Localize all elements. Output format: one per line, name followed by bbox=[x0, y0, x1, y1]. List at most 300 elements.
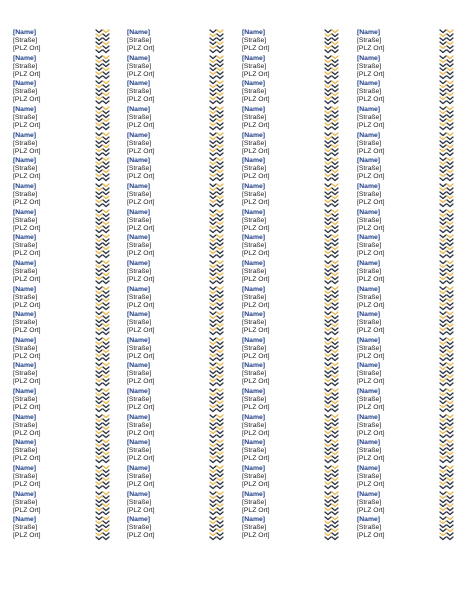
city-placeholder[interactable]: [PLZ Ort] bbox=[13, 45, 41, 52]
name-placeholder[interactable]: [Name] bbox=[13, 234, 37, 242]
street-placeholder[interactable]: [Straße] bbox=[357, 267, 382, 275]
name-placeholder[interactable]: [Name] bbox=[13, 208, 37, 216]
address-label bbox=[357, 259, 455, 285]
city-placeholder[interactable]: [PLZ Ort] bbox=[127, 301, 155, 309]
chevron-wheat-border-icon bbox=[439, 464, 455, 490]
name-placeholder[interactable]: [Name] bbox=[13, 105, 37, 113]
city-placeholder[interactable]: [PLZ Ort] bbox=[127, 352, 155, 360]
street-placeholder[interactable]: [Straße] bbox=[242, 216, 267, 224]
name-placeholder[interactable]: [Name] bbox=[127, 29, 151, 36]
city-placeholder[interactable]: [PLZ Ort] bbox=[127, 429, 155, 437]
name-placeholder[interactable]: [Name] bbox=[13, 80, 37, 88]
name-placeholder[interactable]: [Name] bbox=[13, 388, 37, 396]
name-placeholder[interactable]: [Name] bbox=[242, 182, 266, 190]
city-placeholder[interactable]: [PLZ Ort] bbox=[127, 121, 155, 129]
street-placeholder[interactable]: [Straße] bbox=[127, 242, 152, 250]
city-placeholder[interactable]: [PLZ Ort] bbox=[127, 96, 155, 104]
chevron-wheat-border-icon bbox=[95, 182, 111, 208]
street-placeholder[interactable]: [Straße] bbox=[242, 37, 267, 44]
street-placeholder[interactable]: [Straße] bbox=[13, 344, 38, 352]
street-placeholder[interactable]: [Straße] bbox=[242, 293, 267, 301]
city-placeholder[interactable]: [PLZ Ort] bbox=[357, 173, 385, 181]
city-placeholder[interactable]: [PLZ Ort] bbox=[357, 147, 385, 155]
city-placeholder[interactable]: [PLZ Ort] bbox=[242, 378, 270, 386]
city-placeholder[interactable]: [PLZ Ort] bbox=[357, 327, 385, 335]
name-placeholder[interactable]: [Name] bbox=[242, 490, 266, 498]
city-placeholder[interactable]: [PLZ Ort] bbox=[242, 224, 270, 232]
street-placeholder[interactable]: [Straße] bbox=[13, 319, 38, 327]
street-placeholder[interactable]: [Straße] bbox=[13, 113, 38, 121]
street-placeholder[interactable]: [Straße] bbox=[357, 370, 382, 378]
name-placeholder[interactable]: [Name] bbox=[242, 131, 266, 139]
street-placeholder[interactable]: [Straße] bbox=[357, 447, 382, 455]
name-placeholder[interactable]: [Name] bbox=[242, 157, 266, 165]
city-placeholder[interactable]: [PLZ Ort] bbox=[13, 198, 41, 206]
address-block bbox=[242, 464, 270, 489]
name-placeholder[interactable]: [Name] bbox=[13, 516, 37, 524]
city-placeholder[interactable]: [PLZ Ort] bbox=[127, 224, 155, 232]
street-placeholder[interactable]: [Straße] bbox=[242, 396, 267, 404]
name-placeholder[interactable]: [Name] bbox=[357, 336, 381, 344]
address-label bbox=[357, 233, 455, 259]
name-placeholder[interactable]: [Name] bbox=[13, 259, 37, 267]
name-placeholder[interactable]: [Name] bbox=[242, 362, 266, 370]
address-block bbox=[357, 413, 385, 438]
name-placeholder[interactable]: [Name] bbox=[127, 362, 151, 370]
address-label bbox=[127, 182, 225, 208]
chevron-wheat-border-icon bbox=[439, 54, 455, 80]
street-placeholder[interactable]: [Straße] bbox=[357, 37, 382, 44]
city-placeholder[interactable]: [PLZ Ort] bbox=[13, 506, 41, 514]
address-block bbox=[127, 387, 155, 412]
city-placeholder[interactable]: [PLZ Ort] bbox=[357, 532, 385, 540]
city-placeholder[interactable]: [PLZ Ort] bbox=[242, 455, 270, 463]
name-placeholder[interactable]: [Name] bbox=[127, 131, 151, 139]
name-placeholder[interactable]: [Name] bbox=[127, 439, 151, 447]
name-placeholder[interactable]: [Name] bbox=[357, 234, 381, 242]
city-placeholder[interactable]: [PLZ Ort] bbox=[242, 147, 270, 155]
name-placeholder[interactable]: [Name] bbox=[242, 234, 266, 242]
name-placeholder[interactable]: [Name] bbox=[357, 157, 381, 165]
name-placeholder[interactable]: [Name] bbox=[357, 413, 381, 421]
city-placeholder[interactable]: [PLZ Ort] bbox=[242, 429, 270, 437]
street-placeholder[interactable]: [Straße] bbox=[13, 447, 38, 455]
address-label bbox=[13, 310, 111, 336]
city-placeholder[interactable]: [PLZ Ort] bbox=[242, 352, 270, 360]
city-placeholder[interactable]: [PLZ Ort] bbox=[357, 70, 385, 78]
street-placeholder[interactable]: [Straße] bbox=[127, 447, 152, 455]
name-placeholder[interactable]: [Name] bbox=[242, 439, 266, 447]
name-placeholder[interactable]: [Name] bbox=[13, 131, 37, 139]
city-placeholder[interactable]: [PLZ Ort] bbox=[13, 429, 41, 437]
name-placeholder[interactable]: [Name] bbox=[127, 516, 151, 524]
street-placeholder[interactable]: [Straße] bbox=[242, 447, 267, 455]
name-placeholder[interactable]: [Name] bbox=[13, 465, 37, 473]
address-block bbox=[13, 438, 41, 463]
street-placeholder[interactable]: [Straße] bbox=[13, 293, 38, 301]
city-placeholder[interactable]: [PLZ Ort] bbox=[357, 250, 385, 258]
chevron-wheat-border-icon bbox=[439, 156, 455, 182]
street-placeholder[interactable]: [Straße] bbox=[127, 473, 152, 481]
chevron-wheat-border-icon bbox=[439, 285, 455, 311]
address-label bbox=[357, 182, 455, 208]
name-placeholder[interactable]: [Name] bbox=[127, 80, 151, 88]
street-placeholder[interactable]: [Straße] bbox=[242, 165, 267, 173]
street-placeholder[interactable]: [Straße] bbox=[127, 190, 152, 198]
address-label bbox=[242, 285, 340, 311]
street-placeholder[interactable]: [Straße] bbox=[242, 88, 267, 96]
city-placeholder[interactable]: [PLZ Ort] bbox=[242, 404, 270, 412]
chevron-wheat-border-icon bbox=[95, 464, 111, 490]
street-placeholder[interactable]: [Straße] bbox=[127, 267, 152, 275]
name-placeholder[interactable]: [Name] bbox=[127, 336, 151, 344]
name-placeholder[interactable]: [Name] bbox=[242, 285, 266, 293]
name-placeholder[interactable]: [Name] bbox=[127, 208, 151, 216]
address-block bbox=[13, 131, 41, 156]
city-placeholder[interactable]: [PLZ Ort] bbox=[127, 404, 155, 412]
street-placeholder[interactable]: [Straße] bbox=[13, 216, 38, 224]
chevron-wheat-border-icon bbox=[95, 28, 111, 54]
street-placeholder[interactable]: [Straße] bbox=[357, 139, 382, 147]
city-placeholder[interactable]: [PLZ Ort] bbox=[13, 404, 41, 412]
street-placeholder[interactable]: [Straße] bbox=[242, 62, 267, 70]
city-placeholder[interactable]: [PLZ Ort] bbox=[242, 198, 270, 206]
city-placeholder[interactable]: [PLZ Ort] bbox=[127, 250, 155, 258]
street-placeholder[interactable]: [Straße] bbox=[242, 473, 267, 481]
name-placeholder[interactable]: [Name] bbox=[357, 182, 381, 190]
street-placeholder[interactable]: [Straße] bbox=[13, 267, 38, 275]
address-label bbox=[242, 156, 340, 182]
city-placeholder[interactable]: [PLZ Ort] bbox=[127, 506, 155, 514]
street-placeholder[interactable]: [Straße] bbox=[127, 396, 152, 404]
city-placeholder[interactable]: [PLZ Ort] bbox=[13, 275, 41, 283]
name-placeholder[interactable]: [Name] bbox=[242, 465, 266, 473]
address-block bbox=[357, 208, 385, 233]
city-placeholder[interactable]: [PLZ Ort] bbox=[13, 121, 41, 129]
street-placeholder[interactable]: [Straße] bbox=[242, 370, 267, 378]
street-placeholder[interactable]: [Straße] bbox=[242, 242, 267, 250]
chevron-wheat-border-icon bbox=[95, 310, 111, 336]
name-placeholder[interactable]: [Name] bbox=[127, 54, 151, 62]
city-placeholder[interactable]: [PLZ Ort] bbox=[242, 506, 270, 514]
street-placeholder[interactable]: [Straße] bbox=[242, 524, 267, 532]
city-placeholder[interactable]: [PLZ Ort] bbox=[127, 275, 155, 283]
city-placeholder[interactable]: [PLZ Ort] bbox=[13, 147, 41, 155]
city-placeholder[interactable]: [PLZ Ort] bbox=[357, 275, 385, 283]
chevron-wheat-border-icon bbox=[95, 131, 111, 157]
street-placeholder[interactable]: [Straße] bbox=[357, 473, 382, 481]
city-placeholder[interactable]: [PLZ Ort] bbox=[13, 352, 41, 360]
city-placeholder[interactable]: [PLZ Ort] bbox=[357, 455, 385, 463]
name-placeholder[interactable]: [Name] bbox=[127, 182, 151, 190]
name-placeholder[interactable]: [Name] bbox=[242, 80, 266, 88]
city-placeholder[interactable]: [PLZ Ort] bbox=[357, 481, 385, 489]
name-placeholder[interactable]: [Name] bbox=[357, 208, 381, 216]
name-placeholder[interactable]: [Name] bbox=[13, 362, 37, 370]
name-placeholder[interactable]: [Name] bbox=[127, 234, 151, 242]
city-placeholder[interactable]: [PLZ Ort] bbox=[127, 532, 155, 540]
name-placeholder[interactable]: [Name] bbox=[127, 259, 151, 267]
street-placeholder[interactable]: [Straße] bbox=[357, 216, 382, 224]
city-placeholder[interactable]: [PLZ Ort] bbox=[127, 173, 155, 181]
address-block bbox=[242, 515, 270, 540]
street-placeholder[interactable]: [Straße] bbox=[13, 242, 38, 250]
chevron-wheat-border-icon bbox=[209, 413, 225, 439]
city-placeholder[interactable]: [PLZ Ort] bbox=[357, 378, 385, 386]
street-placeholder[interactable]: [Straße] bbox=[127, 370, 152, 378]
name-placeholder[interactable]: [Name] bbox=[127, 157, 151, 165]
name-placeholder[interactable]: [Name] bbox=[357, 29, 381, 36]
chevron-wheat-border-icon bbox=[439, 28, 455, 54]
street-placeholder[interactable]: [Straße] bbox=[127, 139, 152, 147]
city-placeholder[interactable]: [PLZ Ort] bbox=[127, 70, 155, 78]
street-placeholder[interactable]: [Straße] bbox=[357, 524, 382, 532]
street-placeholder[interactable]: [Straße] bbox=[13, 421, 38, 429]
city-placeholder[interactable]: [PLZ Ort] bbox=[242, 173, 270, 181]
city-placeholder[interactable]: [PLZ Ort] bbox=[357, 429, 385, 437]
city-placeholder[interactable]: [PLZ Ort] bbox=[357, 121, 385, 129]
city-placeholder[interactable]: [PLZ Ort] bbox=[357, 45, 385, 52]
chevron-wheat-border-icon bbox=[209, 105, 225, 131]
street-placeholder[interactable]: [Straße] bbox=[242, 267, 267, 275]
city-placeholder[interactable]: [PLZ Ort] bbox=[357, 224, 385, 232]
name-placeholder[interactable]: [Name] bbox=[242, 311, 266, 319]
address-block bbox=[13, 156, 41, 181]
name-placeholder[interactable]: [Name] bbox=[357, 259, 381, 267]
street-placeholder[interactable]: [Straße] bbox=[357, 396, 382, 404]
name-placeholder[interactable]: [Name] bbox=[357, 516, 381, 524]
address-block bbox=[13, 361, 41, 386]
address-label bbox=[13, 208, 111, 234]
address-block bbox=[127, 464, 155, 489]
address-label bbox=[357, 413, 455, 439]
city-placeholder[interactable]: [PLZ Ort] bbox=[357, 198, 385, 206]
street-placeholder[interactable]: [Straße] bbox=[357, 62, 382, 70]
street-placeholder[interactable]: [Straße] bbox=[127, 421, 152, 429]
name-placeholder[interactable]: [Name] bbox=[242, 29, 266, 36]
street-placeholder[interactable]: [Straße] bbox=[127, 165, 152, 173]
name-placeholder[interactable]: [Name] bbox=[357, 388, 381, 396]
street-placeholder[interactable]: [Straße] bbox=[13, 165, 38, 173]
name-placeholder[interactable]: [Name] bbox=[127, 465, 151, 473]
city-placeholder[interactable]: [PLZ Ort] bbox=[357, 301, 385, 309]
chevron-wheat-border-icon bbox=[324, 54, 340, 80]
address-label bbox=[357, 438, 455, 464]
street-placeholder[interactable]: [Straße] bbox=[13, 190, 38, 198]
city-placeholder[interactable]: [PLZ Ort] bbox=[242, 70, 270, 78]
city-placeholder[interactable]: [PLZ Ort] bbox=[357, 352, 385, 360]
name-placeholder[interactable]: [Name] bbox=[357, 490, 381, 498]
street-placeholder[interactable]: [Straße] bbox=[357, 242, 382, 250]
address-label bbox=[357, 490, 455, 516]
name-placeholder[interactable]: [Name] bbox=[357, 362, 381, 370]
street-placeholder[interactable]: [Straße] bbox=[357, 113, 382, 121]
city-placeholder[interactable]: [PLZ Ort] bbox=[13, 173, 41, 181]
city-placeholder[interactable]: [PLZ Ort] bbox=[13, 70, 41, 78]
address-block bbox=[242, 310, 270, 335]
street-placeholder[interactable]: [Straße] bbox=[13, 498, 38, 506]
address-block bbox=[242, 105, 270, 130]
street-placeholder[interactable]: [Straße] bbox=[242, 139, 267, 147]
street-placeholder[interactable]: [Straße] bbox=[357, 319, 382, 327]
address-label bbox=[357, 156, 455, 182]
chevron-wheat-border-icon bbox=[324, 413, 340, 439]
name-placeholder[interactable]: [Name] bbox=[242, 516, 266, 524]
street-placeholder[interactable]: [Straße] bbox=[13, 473, 38, 481]
street-placeholder[interactable]: [Straße] bbox=[13, 524, 38, 532]
name-placeholder[interactable]: [Name] bbox=[357, 285, 381, 293]
city-placeholder[interactable]: [PLZ Ort] bbox=[357, 404, 385, 412]
name-placeholder[interactable]: [Name] bbox=[13, 311, 37, 319]
name-placeholder[interactable]: [Name] bbox=[127, 490, 151, 498]
chevron-wheat-border-icon bbox=[95, 336, 111, 362]
address-block bbox=[127, 182, 155, 207]
city-placeholder[interactable]: [PLZ Ort] bbox=[242, 275, 270, 283]
name-placeholder[interactable]: [Name] bbox=[242, 208, 266, 216]
name-placeholder[interactable]: [Name] bbox=[357, 465, 381, 473]
address-block bbox=[242, 259, 270, 284]
city-placeholder[interactable]: [PLZ Ort] bbox=[127, 45, 155, 52]
street-placeholder[interactable]: [Straße] bbox=[127, 344, 152, 352]
street-placeholder[interactable]: [Straße] bbox=[127, 319, 152, 327]
chevron-wheat-border-icon bbox=[439, 413, 455, 439]
street-placeholder[interactable]: [Straße] bbox=[242, 113, 267, 121]
name-placeholder[interactable]: [Name] bbox=[127, 105, 151, 113]
name-placeholder[interactable]: [Name] bbox=[13, 490, 37, 498]
city-placeholder[interactable]: [PLZ Ort] bbox=[127, 198, 155, 206]
city-placeholder[interactable]: [PLZ Ort] bbox=[127, 481, 155, 489]
address-label bbox=[127, 28, 225, 54]
name-placeholder[interactable]: [Name] bbox=[357, 54, 381, 62]
name-placeholder[interactable]: [Name] bbox=[357, 80, 381, 88]
street-placeholder[interactable]: [Straße] bbox=[127, 62, 152, 70]
name-placeholder[interactable]: [Name] bbox=[242, 54, 266, 62]
street-placeholder[interactable]: [Straße] bbox=[357, 421, 382, 429]
address-label bbox=[13, 438, 111, 464]
street-placeholder[interactable]: [Straße] bbox=[13, 62, 38, 70]
city-placeholder[interactable]: [PLZ Ort] bbox=[357, 506, 385, 514]
name-placeholder[interactable]: [Name] bbox=[13, 336, 37, 344]
name-placeholder[interactable]: [Name] bbox=[13, 285, 37, 293]
street-placeholder[interactable]: [Straße] bbox=[127, 498, 152, 506]
city-placeholder[interactable]: [PLZ Ort] bbox=[13, 224, 41, 232]
chevron-wheat-border-icon bbox=[209, 208, 225, 234]
name-placeholder[interactable]: [Name] bbox=[242, 259, 266, 267]
chevron-wheat-border-icon bbox=[439, 515, 455, 541]
street-placeholder[interactable]: [Straße] bbox=[242, 421, 267, 429]
name-placeholder[interactable]: [Name] bbox=[242, 105, 266, 113]
city-placeholder[interactable]: [PLZ Ort] bbox=[242, 250, 270, 258]
city-placeholder[interactable]: [PLZ Ort] bbox=[242, 532, 270, 540]
street-placeholder[interactable]: [Straße] bbox=[242, 319, 267, 327]
address-label bbox=[13, 182, 111, 208]
street-placeholder[interactable]: [Straße] bbox=[13, 37, 38, 44]
city-placeholder[interactable]: [PLZ Ort] bbox=[127, 327, 155, 335]
chevron-wheat-border-icon bbox=[324, 259, 340, 285]
street-placeholder[interactable]: [Straße] bbox=[357, 190, 382, 198]
address-block bbox=[13, 413, 41, 438]
name-placeholder[interactable]: [Name] bbox=[357, 105, 381, 113]
city-placeholder[interactable]: [PLZ Ort] bbox=[13, 327, 41, 335]
city-placeholder[interactable]: [PLZ Ort] bbox=[127, 455, 155, 463]
address-label bbox=[242, 28, 340, 54]
street-placeholder[interactable]: [Straße] bbox=[13, 139, 38, 147]
name-placeholder[interactable]: [Name] bbox=[13, 29, 37, 36]
street-placeholder[interactable]: [Straße] bbox=[242, 344, 267, 352]
street-placeholder[interactable]: [Straße] bbox=[357, 498, 382, 506]
street-placeholder[interactable]: [Straße] bbox=[242, 498, 267, 506]
name-placeholder[interactable]: [Name] bbox=[242, 413, 266, 421]
name-placeholder[interactable]: [Name] bbox=[242, 336, 266, 344]
name-placeholder[interactable]: [Name] bbox=[357, 439, 381, 447]
city-placeholder[interactable]: [PLZ Ort] bbox=[242, 96, 270, 104]
street-placeholder[interactable]: [Straße] bbox=[242, 190, 267, 198]
street-placeholder[interactable]: [Straße] bbox=[13, 370, 38, 378]
name-placeholder[interactable]: [Name] bbox=[127, 413, 151, 421]
city-placeholder[interactable]: [PLZ Ort] bbox=[13, 250, 41, 258]
address-label bbox=[13, 515, 111, 541]
chevron-wheat-border-icon bbox=[324, 182, 340, 208]
name-placeholder[interactable]: [Name] bbox=[127, 311, 151, 319]
city-placeholder[interactable]: [PLZ Ort] bbox=[242, 45, 270, 52]
city-placeholder[interactable]: [PLZ Ort] bbox=[242, 301, 270, 309]
city-placeholder[interactable]: [PLZ Ort] bbox=[242, 481, 270, 489]
address-label bbox=[242, 310, 340, 336]
city-placeholder[interactable]: [PLZ Ort] bbox=[127, 378, 155, 386]
name-placeholder[interactable]: [Name] bbox=[357, 131, 381, 139]
street-placeholder[interactable]: [Straße] bbox=[357, 344, 382, 352]
city-placeholder[interactable]: [PLZ Ort] bbox=[13, 96, 41, 104]
city-placeholder[interactable]: [PLZ Ort] bbox=[13, 378, 41, 386]
city-placeholder[interactable]: [PLZ Ort] bbox=[13, 455, 41, 463]
city-placeholder[interactable]: [PLZ Ort] bbox=[357, 96, 385, 104]
address-block bbox=[127, 490, 155, 515]
street-placeholder[interactable]: [Straße] bbox=[127, 216, 152, 224]
name-placeholder[interactable]: [Name] bbox=[13, 439, 37, 447]
name-placeholder[interactable]: [Name] bbox=[13, 54, 37, 62]
name-placeholder[interactable]: [Name] bbox=[242, 388, 266, 396]
street-placeholder[interactable]: [Straße] bbox=[357, 88, 382, 96]
city-placeholder[interactable]: [PLZ Ort] bbox=[13, 481, 41, 489]
street-placeholder[interactable]: [Straße] bbox=[127, 113, 152, 121]
address-block bbox=[127, 336, 155, 361]
street-placeholder[interactable]: [Straße] bbox=[127, 88, 152, 96]
address-label bbox=[127, 310, 225, 336]
street-placeholder[interactable]: [Straße] bbox=[357, 165, 382, 173]
city-placeholder[interactable]: [PLZ Ort] bbox=[13, 301, 41, 309]
address-label bbox=[13, 490, 111, 516]
street-placeholder[interactable]: [Straße] bbox=[127, 524, 152, 532]
city-placeholder[interactable]: [PLZ Ort] bbox=[13, 532, 41, 540]
name-placeholder[interactable]: [Name] bbox=[127, 285, 151, 293]
chevron-wheat-border-icon bbox=[209, 490, 225, 516]
street-placeholder[interactable]: [Straße] bbox=[13, 88, 38, 96]
chevron-wheat-border-icon bbox=[95, 361, 111, 387]
name-placeholder[interactable]: [Name] bbox=[13, 182, 37, 190]
city-placeholder[interactable]: [PLZ Ort] bbox=[127, 147, 155, 155]
street-placeholder[interactable]: [Straße] bbox=[13, 396, 38, 404]
city-placeholder[interactable]: [PLZ Ort] bbox=[242, 121, 270, 129]
name-placeholder[interactable]: [Name] bbox=[13, 413, 37, 421]
address-label bbox=[127, 413, 225, 439]
city-placeholder[interactable]: [PLZ Ort] bbox=[242, 327, 270, 335]
name-placeholder[interactable]: [Name] bbox=[357, 311, 381, 319]
street-placeholder[interactable]: [Straße] bbox=[127, 293, 152, 301]
name-placeholder[interactable]: [Name] bbox=[13, 157, 37, 165]
street-placeholder[interactable]: [Straße] bbox=[127, 37, 152, 44]
street-placeholder[interactable]: [Straße] bbox=[357, 293, 382, 301]
name-placeholder[interactable]: [Name] bbox=[127, 388, 151, 396]
